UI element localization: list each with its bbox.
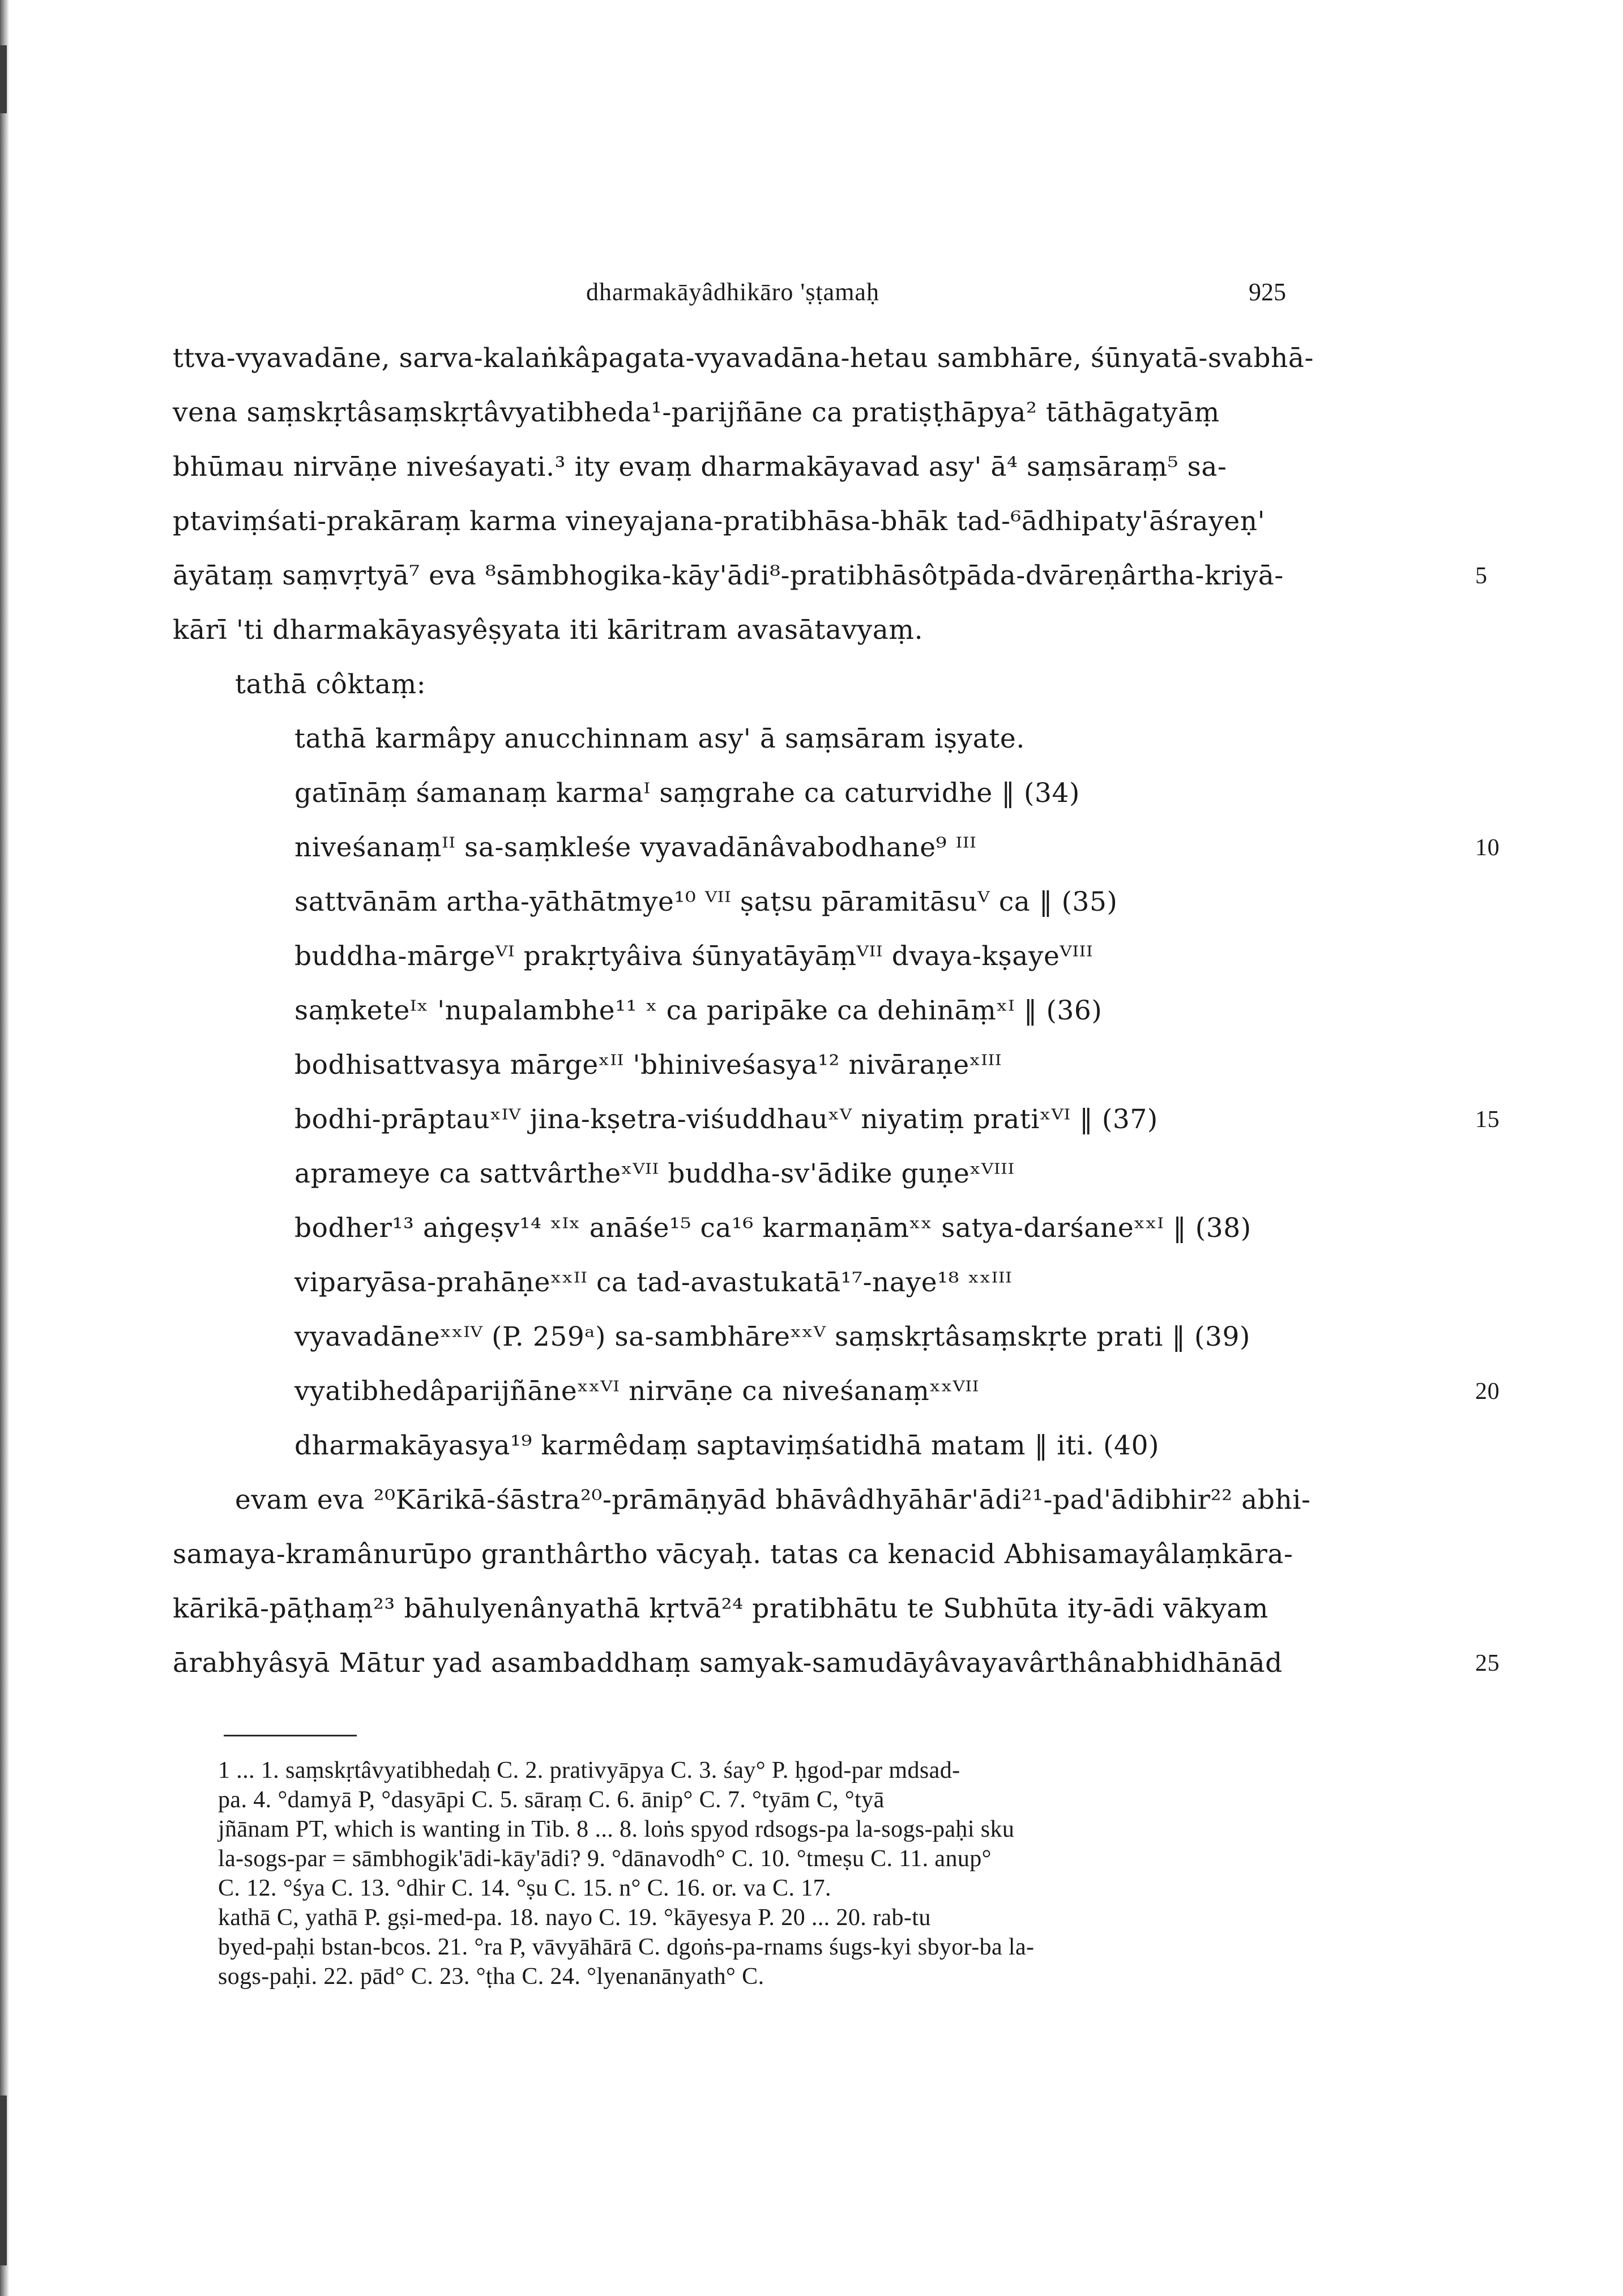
text-line [173, 1310, 1334, 1364]
text-line [173, 603, 1334, 658]
text-line [173, 440, 1334, 494]
text-line [173, 1092, 1500, 1147]
text-line [173, 766, 1334, 821]
text-line [173, 549, 1488, 603]
line-number: 25 [1475, 1650, 1500, 1676]
text-line [173, 1419, 1334, 1473]
line-text: dharmakāyasya¹⁹ karmêdaṃ saptaviṃśatidhā matam ‖ iti. (40) [294, 1430, 1160, 1461]
line-text: evam eva ²⁰Kārikā-śāstra²⁰-prāmāṇyād bhāvâdhyāhār'ādi²¹-pad'ādibhir²² abhi- [235, 1484, 1311, 1516]
line-text: ttva-vyavadāne, sarva-kalaṅkâpagata-vyavadāna-hetau sambhāre, śūnyatā-svabhā- [173, 343, 1314, 374]
running-title: dharmakāyâdhikāro 'ṣṭamaḥ [586, 278, 879, 306]
text-line [173, 494, 1334, 549]
line-text: tathā côktaṃ: [235, 669, 426, 700]
line-text: kārikā-pāṭhaṃ²³ bāhulyenânyathā kṛtvā²⁴ pratibhātu te Subhūta ity-ādi vākyam [173, 1593, 1268, 1624]
line-text: tathā karmâpy anucchinnam asy' ā saṃsāram iṣyate. [294, 723, 1025, 754]
body-text [173, 331, 1500, 1691]
footnote-line: 1 ... 1. saṃskṛtâvyatibhedaḥ C. 2. prativyāpya C. 3. śay° P. ḥgod-par mdsad- [218, 1757, 960, 1783]
footnote-line: la-sogs-par = sāmbhogik'ādi-kāy'ādi? 9. °dānavodh° C. 10. °tmeṣu C. 11. anup° [218, 1846, 992, 1872]
line-text: bhūmau nirvāṇe niveśayati.³ ity evaṃ dharmakāyavad asy' ā⁴ saṃsāraṃ⁵ sa- [173, 451, 1227, 483]
line-text: viparyāsa-prahāṇeˣˣᴵᴵ ca tad-avastukatā¹⁷-naye¹⁸ ˣˣᴵᴵᴵ [294, 1267, 1013, 1298]
text-line [173, 1582, 1334, 1636]
line-text: samaya-kramânurūpo granthârtho vācyaḥ. tatas ca kenacid Abhisamayâlaṃkāra- [173, 1539, 1293, 1570]
footnote-line: jñānam PT, which is wanting in Tib. 8 ... 8. loṅs spyod rdsogs-pa la-sogs-paḥi sku [218, 1816, 1015, 1842]
line-number: 20 [1475, 1379, 1500, 1405]
footnote-line: sogs-paḥi. 22. pād° C. 23. °ṭha C. 24. °lyenanānyath° C. [218, 1964, 764, 1990]
footnote-line: byed-paḥi bstan-bcos. 21. °ra P, vāvyāhārā C. dgoṅs-pa-rnams śugs-kyi sbyor-ba la- [218, 1934, 1035, 1960]
line-text: aprameye ca sattvârtheˣⱽᴵᴵ buddha-sv'ādike guṇeˣⱽᴵᴵᴵ [294, 1158, 1015, 1189]
text-line [173, 386, 1334, 440]
line-text: vyatibhedâparijñāneˣˣⱽᴵ nirvāṇe ca niveśanaṃˣˣⱽᴵᴵ [294, 1376, 979, 1407]
footnote-line: pa. 4. °damyā P, °dasyāpi C. 5. sāraṃ C. 6. ānip° C. 7. °tyām C, °tyā [218, 1787, 885, 1813]
text-line [173, 1364, 1500, 1419]
text-line [173, 984, 1334, 1038]
line-text: saṃketeᴵˣ 'nupalambhe¹¹ ˣ ca paripāke ca dehināṃˣᴵ ‖ (36) [294, 995, 1103, 1026]
text-line [173, 1527, 1334, 1582]
line-text: vyavadāneˣˣᴵⱽ (P. 259ᵃ) sa-sambhāreˣˣⱽ saṃskṛtâsaṃskṛte prati ‖ (39) [294, 1321, 1250, 1352]
text-line [173, 1473, 1334, 1527]
page-number: 925 [1249, 278, 1286, 306]
text-line [173, 821, 1500, 875]
text-line [173, 1038, 1334, 1092]
text-line [173, 1256, 1334, 1310]
footnote-rule [224, 1735, 357, 1736]
footnote-line: C. 12. °śya C. 13. °dhir C. 14. °ṣu C. 15. n° C. 16. or. va C. 17. [218, 1875, 831, 1901]
line-text: bodhi-prāptauˣᴵⱽ jina-kṣetra-viśuddhauˣⱽ niyatiṃ pratiˣⱽᴵ ‖ (37) [294, 1104, 1158, 1135]
text-line [173, 1636, 1500, 1691]
line-text: bodher¹³ aṅgeṣv¹⁴ ˣᴵˣ anāśe¹⁵ ca¹⁶ karmaṇāmˣˣ satya-darśaneˣˣᴵ ‖ (38) [294, 1213, 1252, 1244]
footnotes [218, 1756, 1294, 1991]
text-line [173, 1147, 1334, 1201]
line-text: āyātaṃ saṃvṛtyā⁷ eva ⁸sāmbhogika-kāy'ādi⁸-pratibhāsôtpāda-dvāreṇârtha-kriyā- [173, 560, 1284, 591]
line-text: niveśanaṃᴵᴵ sa-saṃkleśe vyavadānâvabodhane⁹ ᴵᴵᴵ [294, 832, 977, 863]
line-number: 5 [1475, 563, 1488, 589]
text-line [173, 712, 1334, 766]
text-line [173, 1201, 1334, 1256]
line-text: buddha-mārgeⱽᴵ prakṛtyâiva śūnyatāyāṃⱽᴵᴵ dvaya-kṣayeⱽᴵᴵᴵ [294, 941, 1094, 972]
line-text: ārabhyâsyā Mātur yad asambaddhaṃ samyak-samudāyâvayavârthânabhidhānād [173, 1648, 1283, 1679]
text-line [173, 875, 1334, 929]
line-text: kārī 'ti dharmakāyasyêṣyata iti kāritram avasātavyaṃ. [173, 614, 924, 646]
text-line [173, 331, 1334, 386]
text-line [173, 929, 1334, 984]
line-text: ptaviṃśati-prakāraṃ karma vineyajana-pratibhāsa-bhāk tad-⁶ādhipaty'āśrayeṇ' [173, 506, 1266, 537]
line-number: 15 [1475, 1107, 1500, 1133]
line-text: gatīnāṃ śamanaṃ karmaᴵ saṃgrahe ca caturvidhe ‖ (34) [294, 778, 1080, 809]
line-number: 10 [1475, 835, 1500, 861]
text-line [173, 658, 1334, 712]
line-text: sattvānām artha-yāthātmye¹⁰ ⱽᴵᴵ ṣaṭsu pāramitāsuⱽ ca ‖ (35) [294, 886, 1118, 917]
footnote-line: kathā C, yathā P. gṣi-med-pa. 18. nayo C. 19. °kāyesya P. 20 ... 20. rab-tu [218, 1905, 931, 1931]
line-text: vena saṃskṛtâsaṃskṛtâvyatibheda¹-parijñāne ca pratiṣṭhāpya² tāthāgatyāṃ [173, 397, 1220, 428]
line-text: bodhisattvasya mārgeˣᴵᴵ 'bhiniveśasya¹² nivāraṇeˣᴵᴵᴵ [294, 1049, 1002, 1081]
